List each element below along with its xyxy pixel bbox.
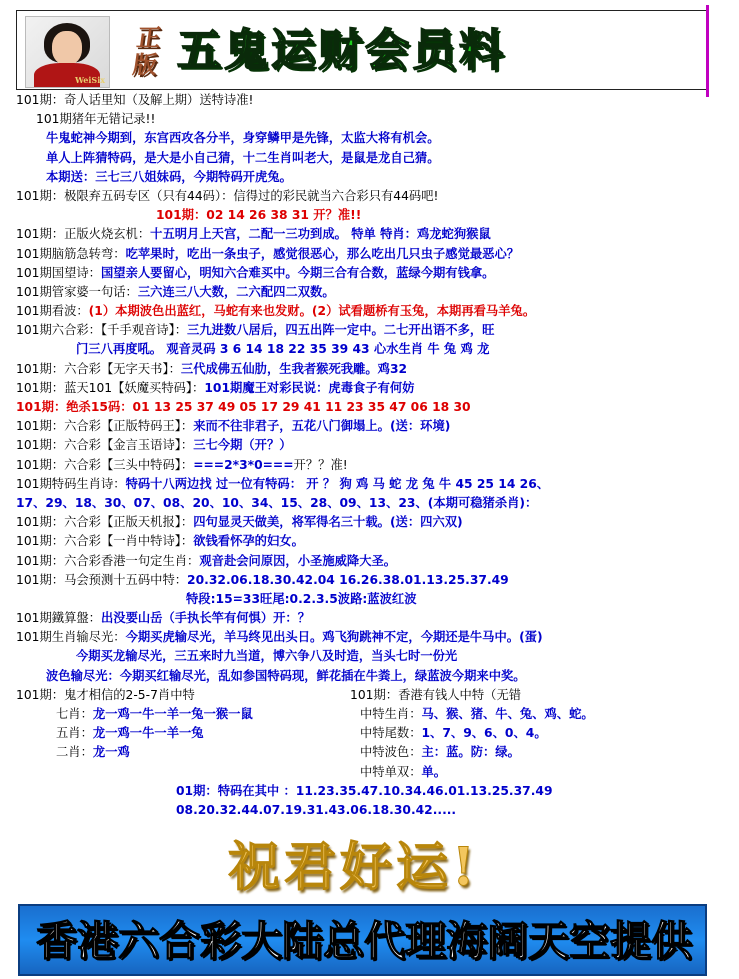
- text-segment: 牛鬼蛇神今期到，东宫西攻各分半，身穿鳞甲是先锋，太监大将有机会。: [46, 131, 440, 146]
- text-segment: 吃苹果时，吃出一条虫子，感觉很恶心，那么吃出几只虫子感觉最恶心？: [125, 246, 520, 261]
- text-segment: 101期：六合彩香港一句定生肖：: [16, 553, 200, 568]
- text-line: [16, 302, 716, 321]
- text-line: [16, 110, 716, 129]
- text-segment: 101期：六合彩【无字天书】：: [16, 361, 181, 376]
- text-line: [16, 225, 716, 244]
- text-segment: 101期：六合彩【金言玉语诗】：: [16, 438, 194, 453]
- footer-banner: [18, 904, 707, 976]
- row-value: 龙一鸡一牛一羊一兔: [92, 726, 204, 741]
- text-line: [16, 532, 716, 551]
- text-line: [176, 801, 716, 820]
- text-segment: ===2*3*0===: [193, 457, 294, 472]
- text-line: [16, 494, 716, 513]
- text-segment: 101期：六合彩【一肖中特诗】：: [16, 534, 194, 549]
- text-segment: 20.32.06.18.30.42.04 16.26.38.01.13.25.37.49: [187, 572, 509, 587]
- text-segment: 开？？准!: [293, 457, 348, 472]
- left-column-rows: [16, 705, 350, 763]
- text-segment: 101期魔王对彩民说：虎毒食子有何妨: [204, 380, 415, 395]
- prediction-row: [350, 705, 594, 724]
- text-segment: 十五明月上天宫，二配一三功到成。 特单 特肖：鸡龙蛇狗猴鼠: [150, 227, 491, 242]
- text-line: [16, 206, 716, 225]
- prediction-lines: [16, 91, 716, 686]
- text-segment: 本期送：三七三八姐妹码，今期特码开虎兔。: [46, 169, 292, 184]
- text-line: [16, 571, 716, 590]
- text-line: [16, 436, 716, 455]
- text-segment: 出没要山岳（手执长竿有何惧）开：？: [100, 611, 311, 626]
- row-label: 七肖：: [56, 707, 93, 721]
- avatar: [25, 16, 110, 88]
- text-line: [16, 360, 716, 379]
- text-line: [16, 149, 716, 168]
- text-segment: (1）本期波色出蓝红，马蛇有来也发财。(2）试看题桥有玉兔，本期再看马羊兔。: [88, 304, 536, 319]
- text-line: [16, 340, 716, 359]
- text-line: [16, 129, 716, 148]
- text-segment: 101期特码生肖诗：: [16, 476, 126, 491]
- blessing-text: 祝君好运!: [228, 837, 479, 898]
- text-segment: 101期：六合彩【三头中特码】：: [16, 457, 194, 472]
- text-segment: 三九进数八居后，四五出阵一定中。二七开出语不多，旺: [187, 323, 495, 338]
- text-segment: 101期：02 14 26 38 31 开？准!!: [156, 208, 362, 223]
- text-segment: 波色输尽光：今期买红输尽光，乱如参国特码现，鲜花插在牛粪上，绿蓝波今期来中奖。: [46, 668, 526, 683]
- bottom-lines: [16, 782, 716, 820]
- text-line: [16, 417, 716, 436]
- text-segment: 101期：六合彩【正版天机报】：: [16, 515, 194, 530]
- text-line: [16, 513, 716, 532]
- text-segment: 特段:15=33旺尾:0.2.3.5波路:蓝波红波: [186, 591, 417, 606]
- prediction-row: [350, 743, 594, 762]
- row-value: 马、猴、猪、牛、兔、鸡、蛇。: [421, 707, 594, 721]
- text-segment: 101期六合彩：【千手观音诗】：: [16, 323, 188, 338]
- text-line: [16, 168, 716, 187]
- text-segment: 来而不往非君子，五花八门御塌上。(送：环境): [193, 419, 451, 434]
- right-column-title: 101期：香港有钱人中特（无错: [350, 687, 522, 702]
- text-segment: 三代成佛五仙肋，生我者猴死我雕。鸡32: [180, 361, 408, 376]
- text-segment: 101期生肖输尽光：: [16, 630, 126, 645]
- text-segment: 01期：特码在其中 ：11.23.35.47.10.34.46.01.13.25.37.49: [176, 783, 553, 798]
- text-segment: 特码十八两边找 过一位有特码： 开 ？ 狗 鸡 马 蛇 龙 兔 牛 45 25 14 26、: [125, 476, 550, 491]
- text-segment: 101期脑筋急转弯：: [16, 246, 126, 261]
- row-value: 龙一鸡一牛一羊一兔一猴一鼠: [92, 707, 253, 721]
- row-value: 龙一鸡: [92, 745, 130, 760]
- text-segment: 101期猪年无错记录!!: [36, 112, 156, 127]
- edition-badge: [119, 21, 175, 81]
- prediction-row: [16, 724, 350, 743]
- text-line: [16, 283, 716, 302]
- text-line: [16, 609, 716, 628]
- right-column: [350, 686, 594, 782]
- text-segment: 101期：正版火烧玄机：: [16, 227, 151, 242]
- left-column: [16, 686, 350, 782]
- avatar-face: [52, 31, 82, 65]
- text-line: [16, 379, 716, 398]
- text-segment: 三七今期（开？）: [193, 438, 292, 453]
- two-column-section: [16, 686, 716, 782]
- text-segment: 101期国望诗：: [16, 265, 101, 280]
- text-line: [16, 647, 716, 666]
- row-label: 五肖：: [56, 726, 93, 741]
- left-column-title: 101期：鬼才相信的2-5-7肖中特: [16, 687, 195, 702]
- text-segment: 欲钱看怀孕的妇女。: [193, 534, 304, 549]
- text-segment: 单人上阵猜特码，是大是小自己猜，十二生肖叫老大，是鼠是龙自己猜。: [46, 150, 440, 165]
- text-segment: 门三八再度吼。 观音灵码 3 6 14 18 22 35 39 43 心水生肖 牛 兔 鸡 龙: [76, 342, 490, 357]
- prediction-row: [350, 763, 594, 782]
- text-line: [16, 456, 716, 475]
- row-label: 中特波色：: [360, 745, 422, 760]
- text-segment: 观音赴会问原因，小圣施威降大圣。: [199, 553, 397, 568]
- text-segment: 101期：蓝天101【妖魔买特码】：: [16, 380, 205, 395]
- row-label: 中特单双：: [360, 764, 422, 779]
- page-title: 五鬼运财会员料: [177, 25, 506, 76]
- text-line: [16, 590, 716, 609]
- avatar-tag: WeiSix: [74, 75, 105, 85]
- text-segment: 四句显灵天做美，将军得名三十载。(送：四六双): [193, 515, 463, 530]
- text-line: [16, 475, 716, 494]
- row-label: 二肖：: [56, 745, 93, 760]
- prediction-row: [350, 724, 594, 743]
- edition-char-2: 版: [131, 50, 160, 79]
- text-segment: 今期买虎输尽光，羊马终见出头日。鸡飞狗跳神不定，今期还是牛马中。(蛋): [125, 630, 543, 645]
- text-segment: 101期：六合彩【正版特码王】：: [16, 419, 194, 434]
- text-segment: 101期：极限弃五码专区（只有44码）：信得过的彩民就当六合彩只有44码吧!: [16, 188, 439, 203]
- text-line: [16, 321, 716, 340]
- prediction-content: [16, 91, 716, 820]
- text-line: [176, 782, 716, 801]
- text-segment: 101期鐵算盤：: [16, 611, 101, 626]
- text-line: [16, 264, 716, 283]
- text-segment: 101期看波：: [16, 304, 89, 319]
- text-line: [16, 245, 716, 264]
- text-line: [16, 628, 716, 647]
- row-value: 1、7、9、6、0、4。: [421, 726, 547, 741]
- row-value: 单。: [421, 764, 447, 779]
- right-column-rows: [350, 705, 594, 782]
- text-line: [16, 667, 716, 686]
- text-segment: 今期买龙输尽光，三五来时九当道，博六争八及时造，当头七时一份光: [76, 649, 458, 664]
- text-segment: 三六连三八大数，二六配四二双数。: [137, 284, 335, 299]
- text-line: [16, 91, 716, 110]
- row-value: 主：蓝。防：绿。: [421, 745, 520, 760]
- header-accent-bar: [706, 5, 709, 97]
- text-line: [16, 398, 716, 417]
- text-segment: 08.20.32.44.07.19.31.43.06.18.30.42.....: [176, 802, 457, 817]
- prediction-row: [16, 705, 350, 724]
- text-segment: 101期：奇人话里知（及解上期）送特诗准!: [16, 93, 254, 107]
- prediction-row: [16, 743, 350, 762]
- row-label: 中特尾数：: [360, 726, 422, 741]
- footer-text: 香港六合彩大陆总代理海阔天空提供: [36, 917, 692, 965]
- text-segment: 17、29、18、30、07、08、20、10、34、15、28、09、13、23、(本期可稳猪杀肖)：: [16, 495, 538, 510]
- text-segment: 101期：马会预测十五码中特：: [16, 572, 188, 587]
- text-line: [16, 552, 716, 571]
- text-line: [16, 187, 716, 206]
- text-segment: 国望亲人要留心，明知六合难买中。今期三合有合数，蓝绿今期有钱拿。: [100, 265, 495, 280]
- text-segment: 101期管家婆一句话：: [16, 284, 138, 299]
- edition-char-1: 正: [134, 23, 163, 52]
- header-banner: [16, 10, 708, 90]
- text-segment: 101期：绝杀15码：01 13 25 37 49 05 17 29 41 11 23 35 47 06 18 30: [16, 400, 471, 414]
- row-label: 中特生肖：: [360, 707, 422, 721]
